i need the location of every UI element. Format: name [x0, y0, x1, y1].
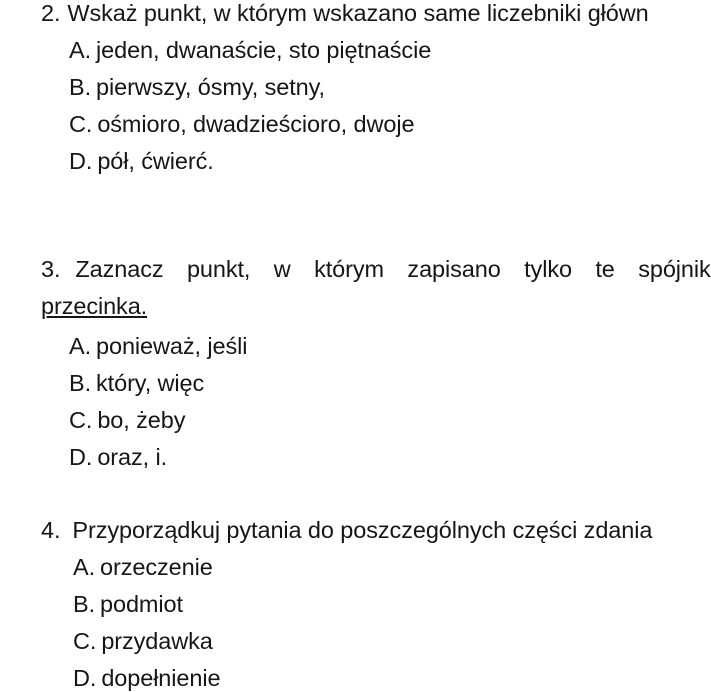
question-2-number: 2.: [41, 0, 61, 26]
question-3-option-d[interactable]: [69, 443, 167, 471]
question-4-option-d[interactable]: [73, 664, 220, 692]
question-3-option-a[interactable]: [69, 332, 247, 360]
option-text: który, więc: [96, 370, 205, 396]
option-text: przydawka: [101, 628, 213, 654]
question-3-prompt: [41, 255, 711, 283]
question-3-prompt-text: Zaznacz punkt, w którym zapisano tylko te spójnik: [75, 256, 711, 282]
option-letter: B.: [69, 370, 92, 396]
question-3-option-c[interactable]: [69, 406, 185, 434]
question-2-option-a[interactable]: [69, 36, 431, 64]
question-4-number: 4.: [41, 517, 61, 543]
question-2-prompt-text: Wskaż punkt, w którym wskazano same liczebniki główn: [67, 0, 649, 26]
option-letter: C.: [73, 628, 97, 654]
option-text: jeden, dwanaście, sto piętnaście: [96, 37, 432, 63]
question-4-option-a[interactable]: [73, 553, 213, 581]
question-3-prompt-continuation: [41, 292, 147, 320]
option-letter: D.: [69, 444, 93, 470]
question-3-option-b[interactable]: [69, 369, 204, 397]
option-letter: C.: [69, 407, 93, 433]
option-text: ponieważ, jeśli: [96, 333, 248, 359]
question-2-option-b[interactable]: [69, 73, 325, 101]
option-letter: B.: [73, 591, 96, 617]
option-letter: D.: [69, 148, 93, 174]
option-text: pierwszy, ósmy, setny,: [96, 74, 325, 100]
option-text: orzeczenie: [100, 554, 213, 580]
question-4-prompt: [41, 516, 652, 544]
option-text: dopełnienie: [101, 665, 221, 691]
option-letter: B.: [69, 74, 92, 100]
option-text: oraz, i.: [97, 444, 168, 470]
option-text: ośmioro, dwadzieścioro, dwoje: [97, 111, 415, 137]
option-letter: A.: [73, 554, 96, 580]
option-letter: A.: [69, 37, 92, 63]
question-2-option-c[interactable]: [69, 110, 414, 138]
question-2-prompt: [41, 0, 649, 27]
option-letter: D.: [73, 665, 97, 691]
question-2-option-d[interactable]: [69, 147, 214, 175]
option-text: podmiot: [100, 591, 183, 617]
question-3-continuation-text: przecinka.: [41, 293, 148, 319]
option-letter: A.: [69, 333, 92, 359]
question-3-number: 3.: [41, 256, 61, 282]
option-text: pół, ćwierć.: [97, 148, 214, 174]
question-4-option-c[interactable]: [73, 627, 213, 655]
option-text: bo, żeby: [97, 407, 186, 433]
question-4-prompt-text: Przyporządkuj pytania do poszczególnych części zdania: [72, 517, 653, 543]
question-4-option-b[interactable]: [73, 590, 183, 618]
option-letter: C.: [69, 111, 93, 137]
